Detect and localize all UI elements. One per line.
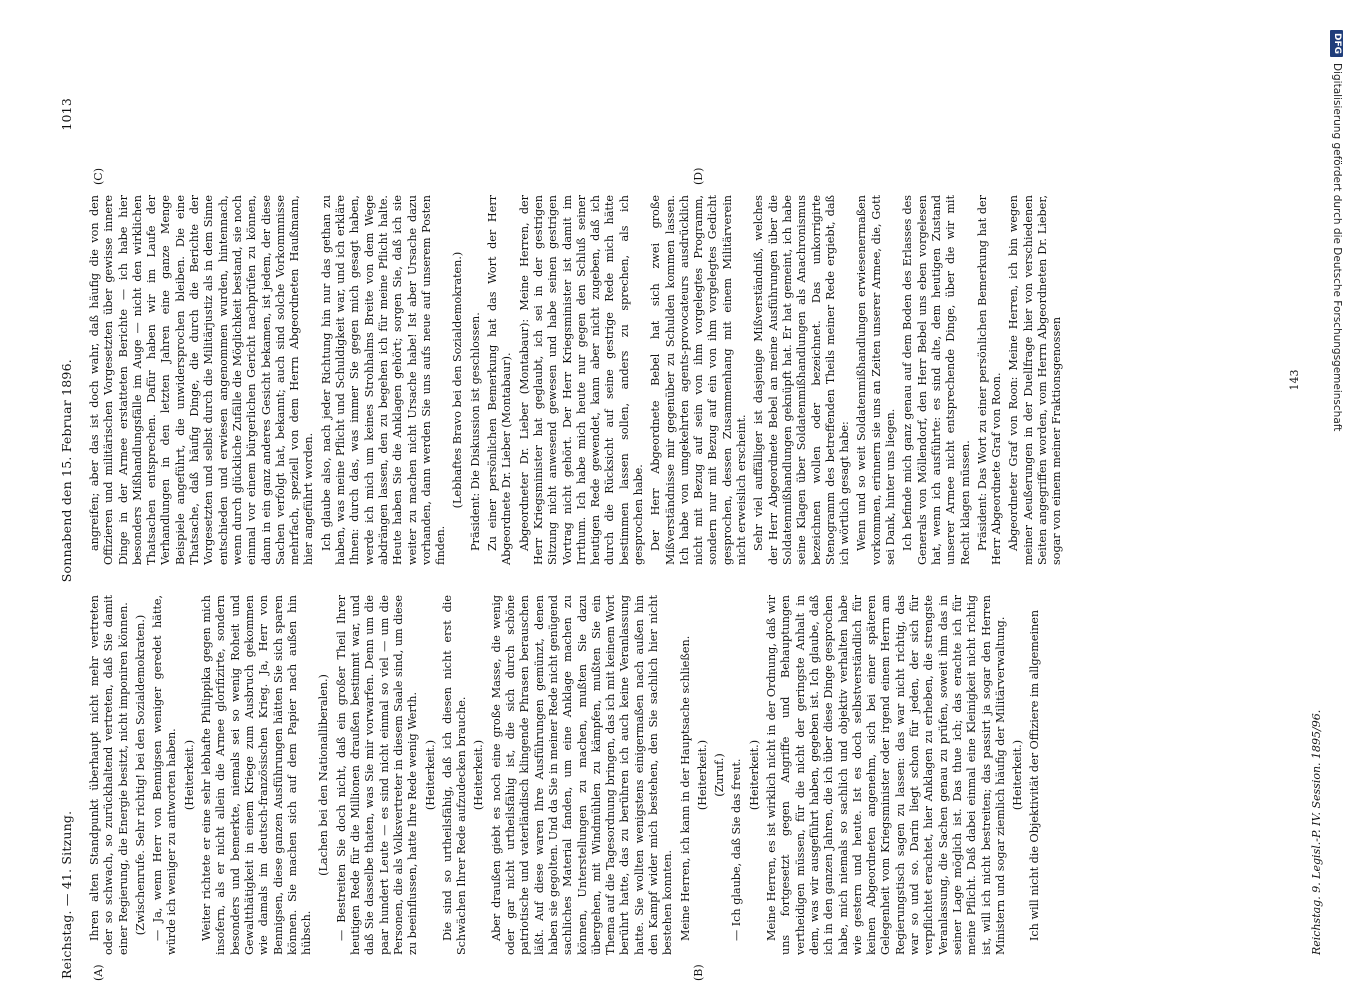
margin-marker-d: (D): [692, 167, 705, 185]
scanned-page: [52, 92, 1333, 985]
paragraph: (Heiterkeit.): [747, 739, 761, 811]
paragraph: (Heiterkeit.): [472, 739, 486, 811]
margin-marker-c: (C): [92, 168, 105, 185]
dfg-logo: DFG: [1331, 30, 1344, 57]
paragraph: Abgeordneter Graf von Roon: Meine Herren, ich bin wegen meiner Aeußerungen in der Duellfrage hier von verschiedenen Seiten angegriffen worden, vom Herrn Abgeordneten Dr. Lieber, sogar von einem meiner Fraktionsgenossen: [1007, 195, 1064, 565]
paragraph: Zu einer persönlichen Bemerkung hat das Wort der Herr Abgeordnete Dr. Lieber (Montabaur).: [486, 195, 514, 565]
paragraph: Die sind so urtheilsfähig, daß ich diesen nicht erst die Schwächen Ihrer Rede aufzudecken brauche.: [440, 595, 469, 955]
paragraph: Aber draußen giebt es noch eine große Masse, die wenig oder gar nicht urtheilsfähig ist, die sich durch schöne patriotische und vaterländisch klingende Phrasen berauschen läßt. Auf diese waren Ihre Ausführungen gemünzt, denen haben sie gegolten. Und da Sie in meiner Rede nicht genügend sachliches Material fanden, um eine Anklage machen zu können, Unterstellungen zu machen, mußten Sie dazu übergehen, mit Windmühlen zu kämpfen, mußten Sie ein Thema auf die Tagesordnung bringen, das ich mit keinem Wort berührt hatte, das zu berühren ich auch keine Veranlassung hatte. Sie wollten wenigstens einigermaßen nach außen hin den Kampf wider mich bestehen, den Sie sachlich hier nicht bestehen konnten.: [489, 595, 675, 955]
paragraph: Ich befinde mich ganz genau auf dem Boden des Erlasses des Generals von Möllendorf, den Herr Bebel uns eben vorgelesen hat, wenn ich ausführte: es sind alte, dem heutigen Zustand unserer Armee nicht entsprechende Dinge, über die wir mit Recht klagen müssen.: [901, 195, 972, 565]
paragraph: (Heiterkeit.): [423, 739, 437, 811]
left-column: [88, 595, 1046, 955]
margin-marker-a: (A): [92, 964, 105, 981]
paragraph: (Zwischenrufe. Sehr richtig! bei den Sozialdemokraten.): [133, 614, 147, 936]
page-content: [52, 92, 1333, 985]
paragraph: Ich will nicht die Objektivität der Offiziere im allgemeinen: [1028, 609, 1042, 941]
paragraph: (Zuruf.): [713, 753, 727, 797]
header-session: Reichstag. — 41. Sitzung.: [59, 810, 74, 979]
footer-sheet-number: 143: [1288, 369, 1301, 391]
paragraph: — Bestreiten Sie doch nicht, daß ein großer Theil Ihrer heutigen Rede für die Millionen draußen bestimmt war, und daß Sie dasselbe thaten, was Sie mir vorwarfen. Denn um die paar hundert Leute — es sind nicht einmal so viel — um die Personen, die als Volksvertreter in diesem Saale sind, um diese zu beeinflussen, hatte Ihre Rede wenig Werth.: [334, 595, 420, 955]
footer-session-info: Reichstag. 9. Legisl.-P. IV. Session. 1895/96.: [1310, 709, 1323, 955]
page-header: [60, 98, 80, 979]
paragraph: angreifen; aber das ist doch wahr, daß häufig die von den Offizieren und militärischen Vorgesetzten über gewisse innere Dinge in der Armee erstatteten Berichte — ich habe hier besonders Mißhandlungsfälle im Auge — nicht den wirklichen Thatsachen entsprechen. Dafür haben wir im Laufe der Verhandlungen in den letzten Jahren eine ganze Menge Beispiele angeführt, die unwidersprochen bleiben. Die eine Thatsache, daß häufig Dinge, die durch die Berichte der Vorgesetzten und selbst durch die Militärjustiz als in dem Sinne entschieden und erwiesen angenommen wurden, hintennach, wenn durch glückliche Zufälle die Möglichkeit bestand, sie noch einmal vor einem bürgerlichen Gericht nachprüfen zu können, dann in ein ganz anderes Gesicht bekamen, ist jedem, der diese Sachen verfolgt hat, bekannt; auch sind solche Vorkommnisse mehrfach, speziell von dem Herrn Abgeordneten Haußmann, hier angeführt worden.: [88, 195, 316, 565]
paragraph: Präsident: Das Wort zu einer persönlichen Bemerkung hat der Herr Abgeordnete Graf von Roon.: [975, 195, 1004, 565]
paragraph: Wenn und so weit Soldatenmißhandlungen erwiesenermaßen vorkommen, erinnern sie uns an Zeiten unserer Armee, die, Gott sei Dank, hinter uns liegen.: [855, 195, 898, 565]
paragraph: Ich glaube also, nach jeder Richtung hin nur das gethan zu haben, was meine Pflicht und Schuldigkeit war, und ich erkläre Ihnen: durch das, was immer Sie gegen mich gesagt haben, werde ich mich um keines Strohhalms Breite von dem Wege abdrängen lassen, den zu begehen ich für meine Pflicht halte. Heute haben Sie die Anklagen gehört; sorgen Sie, daß ich sie weiter zu machen nicht Ursache habe! Ist aber Ursache dazu vorhanden, dann werden Sie uns aufs neue auf unserem Posten finden.: [319, 195, 448, 565]
paragraph: — Ja, wenn Herr von Bennigsen weniger geredet hätte, würde ich weniger zu antworten haben.: [151, 595, 179, 955]
paragraph: (Lachen bei den Nationalliberalen.): [317, 674, 331, 876]
paragraph: Meine Herren, es ist wirklich nicht in der Ordnung, daß wir uns fortgesetzt gegen Angriffe und Behauptungen vertheidigen müssen, für die nicht der geringste Anhalt in dem, was wir ausgeführt haben, gegeben ist. Ich glaube, daß ich in den ganzen Jahren, die ich über diese Dinge gesprochen habe, mich niemals so sachlich und objektiv verhalten habe wie gestern und heute. Ist es doch selbstverständlich für keinen Abgeordneten angenehm, sich bei einer späteren Gelegenheit vom Kriegsminister oder irgend einem Herrn am Regierungstisch sagen zu lassen: das war nicht richtig, das war so und so. Darin liegt schon für jeden, der sich für verpflichtet erachtet, hier Anklagen zu erheben, die strengste Veranlassung, die Sachen genau zu prüfen, soweit ihm das in seiner Lage möglich ist. Das thue ich; das erachte ich für meine Pflicht. Daß dabei einmal eine Kleinigkeit nicht richtig ist, will ich nicht bestreiten; das passirt ja sogar den Herren Ministern und sogar ziemlich häufig der Militärverwaltung.: [765, 595, 1007, 955]
paragraph: (Heiterkeit.): [182, 739, 196, 811]
paragraph: Abgeordneter Dr. Lieber (Montabaur): Meine Herren, der Herr Kriegsminister hat geglaubt, ich sei in der gestrigen Sitzung nicht anwesend gewesen und habe seinen gestrigen Vortrag nicht gehört. Der Herr Kriegsminister ist damit im Irrthum. Ich habe mich heute nur gegen den Schluß seiner heutigen Rede gewendet, kann aber nicht zugeben, daß ich durch die Rücksicht auf seine gestrige Rede mich hätte bestimmen lassen sollen, anders zu sprechen, als ich gesprochen habe.: [517, 195, 645, 565]
right-column: [88, 195, 1068, 565]
paragraph: Der Herr Abgeordnete Bebel hat sich zwei große Mißverständnisse mir gegenüber zu Schulden kommen lassen. Ich habe von umgekehrten agents-provocateurs ausdrücklich nicht mit Bezug auf sein von ihm vorgelegtes Programm, sondern nur mit Bezug auf ein von ihm vorgelegtes Gedicht gesprochen, dessen Zusammenhang mit einem Militärverein nicht erweislich erscheint.: [649, 195, 749, 565]
header-page-number: 1013: [59, 98, 74, 131]
paragraph: Meine Herren, ich kann in der Hauptsache schließen.: [678, 635, 692, 941]
paragraph: Sehr viel auffälliger ist dasjenige Mißverständniß, welches der Herr Abgeordnete Bebel an meine Ausführungen über die Soldatenmißhandlungen geknüpft hat. Er hat gemeint, ich habe seine Klagen über Soldatenmißhandlungen als Anachronismus bezeichnen wollen oder bezeichnet. Das unkorrigirte Stenogramm des betreffenden Theils meiner Rede ergiebt, daß ich wörtlich gesagt habe:: [752, 195, 852, 565]
paragraph: (Heiterkeit.): [1011, 739, 1025, 811]
paragraph: (Lebhaftes Bravo bei den Sozialdemokraten.): [451, 251, 465, 509]
paragraph: (Heiterkeit.): [695, 739, 709, 811]
paragraph: Weiter richtete er eine sehr lebhafte Philippika gegen mich insofern, als er nicht allein die Armee glorifizirte, sondern besonders und bemerkte, niemals sei so wenig Roheit und Gewaltthätigkeit in einem Kriege zum Ausbruch gekommen wie damals im deutsch-französischen Krieg. Ja, Herr von Bennigsen, diese ganzen Ausführungen hätten Sie sich sparen können. Sie machen sich auf dem Papier nach außen hin hübsch.: [200, 595, 314, 955]
margin-marker-b: (B): [692, 964, 705, 981]
paragraph: Ihren alten Standpunkt überhaupt nicht mehr vertreten oder so schwach, so zurückhaltend vertreten, daß Sie damit einer Regierung, die Energie besitzt, nicht imponiren können.: [88, 595, 130, 955]
funding-credit: [1329, 30, 1345, 990]
paragraph: Präsident: Die Diskussion ist geschlossen.: [468, 312, 482, 551]
paragraph: — Ich glaube, daß Sie das freut.: [730, 758, 744, 941]
header-date: Sonnabend den 15. Februar 1896.: [59, 359, 74, 583]
credit-text: Digitalisierung gefördert durch die Deutsche Forschungsgemeinschaft: [1331, 63, 1343, 432]
